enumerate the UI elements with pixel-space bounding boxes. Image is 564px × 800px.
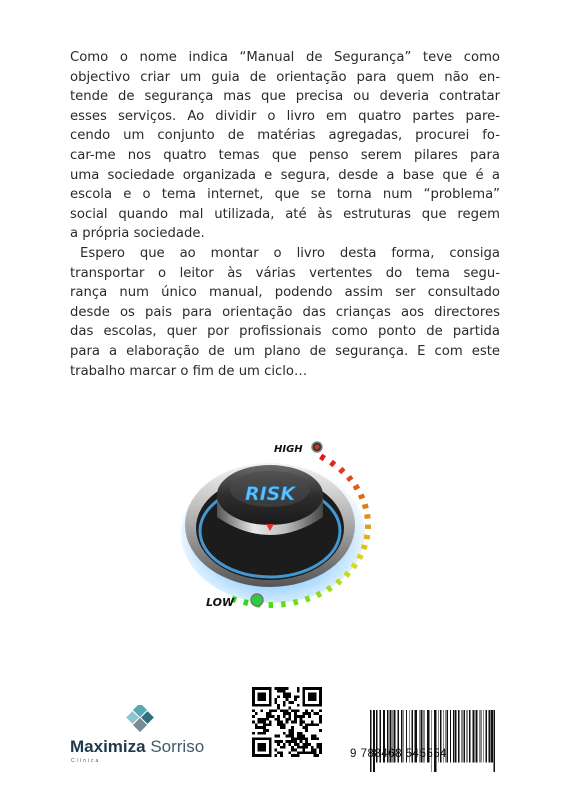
scale-tick xyxy=(319,454,326,461)
scale-tick xyxy=(353,484,360,491)
text-line: a própria sociedade. xyxy=(70,226,205,242)
text-line: objectivo criar um guia de orientação para quem não en- xyxy=(70,69,500,85)
text-line: para a elaboração de um plano de segurança. E com este xyxy=(70,343,500,359)
text-line: car-me nos quatro temas que penso serem pilares para xyxy=(70,147,500,163)
isbn-barcode xyxy=(368,710,498,772)
publisher-subtitle: Clínica xyxy=(71,758,101,764)
text-line: trabalho marcar o fim de um ciclo… xyxy=(70,363,308,379)
qr-code-icon xyxy=(252,687,322,757)
publisher-mark-icon xyxy=(126,705,156,733)
risk-dial-graphic xyxy=(170,425,400,625)
risk-label: RISK xyxy=(244,483,296,505)
publisher-name xyxy=(70,737,204,757)
text-line: tende de segurança mas que precisa ou deveria contratar xyxy=(70,89,500,105)
isbn-number: 9 788468 545554 xyxy=(350,748,448,760)
publisher-name-bold: Maximiza xyxy=(70,737,146,756)
scale-tick xyxy=(281,601,286,608)
scale-tick xyxy=(269,602,273,608)
high-label: HIGH xyxy=(274,444,303,455)
low-led-icon xyxy=(251,594,263,606)
text-line: rança num único manual, podendo assim ser consultado xyxy=(70,285,500,301)
text-line: desde os pais para orientação das crianças aos directores xyxy=(70,304,500,320)
scale-tick xyxy=(364,514,370,519)
text-line: uma sociedade organizada e segura, desde a base que é a xyxy=(70,167,500,183)
text-line: escola e o tema internet, que se torna num “problema” xyxy=(70,187,500,203)
scale-tick xyxy=(364,534,371,539)
text-line: das escolas, quer por profissionais como ponto de partida xyxy=(70,324,500,340)
text-line: esses serviços. Ao dividir o livro em quatro partes pare- xyxy=(70,108,500,124)
scale-tick xyxy=(243,599,249,606)
paragraph-2 xyxy=(70,244,500,381)
risk-dial-illustration xyxy=(170,425,400,625)
text-line: transportar o leitor às várias vertentes do tema segu- xyxy=(70,265,500,281)
text-line: cendo um conjunto de matérias agregadas, procurei fo- xyxy=(70,128,500,144)
text-line: Como o nome indica “Manual de Segurança” teve como xyxy=(70,50,500,65)
scale-tick xyxy=(329,460,336,467)
publisher-logo xyxy=(70,705,230,765)
text-line: social quando mal utilizada, até às estruturas que regem xyxy=(70,206,500,222)
text-line: Espero que ao montar o livro desta forma, consiga xyxy=(80,245,500,261)
scale-tick xyxy=(338,467,345,474)
low-label: LOW xyxy=(206,596,235,609)
publisher-name-light: Sorriso xyxy=(145,737,205,756)
paragraph-1 xyxy=(70,48,500,244)
scale-tick xyxy=(365,524,371,529)
scale-tick xyxy=(362,504,369,510)
scale-tick xyxy=(358,493,365,499)
back-cover-text xyxy=(70,48,500,381)
scale-tick xyxy=(346,475,353,482)
